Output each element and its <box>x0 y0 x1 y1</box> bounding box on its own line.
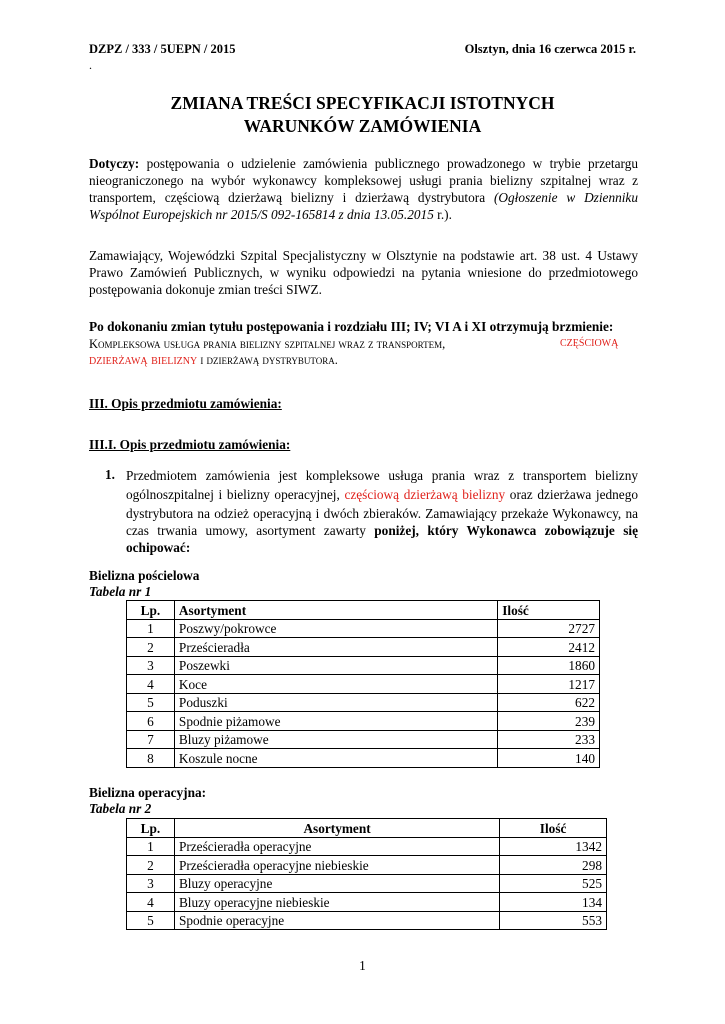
cell-ilosc: 525 <box>500 874 607 893</box>
page-title-line2: WARUNKÓW ZAMÓWIENIA <box>243 116 482 136</box>
cell-ilosc: 2412 <box>498 638 600 657</box>
header-dot: . <box>89 58 92 72</box>
dotyczy-text4b: r.). <box>433 207 452 222</box>
cell-asortyment: Bluzy operacyjne niebieskie <box>174 893 499 912</box>
cell-asortyment: Poszwy/pokrowce <box>174 619 497 638</box>
cell-ilosc: 2727 <box>498 619 600 638</box>
table-row <box>127 638 600 657</box>
item-line3: dystrybutora na odzież operacyjną i dwóch zbieraków. Zamawiający przekaże Wykonawcy, na <box>126 506 638 521</box>
dotyczy-text3b: (Ogłoszenie w Dzienniku <box>493 190 638 205</box>
document-reference: DZPZ / 333 / 5UEPN / 2015 <box>89 42 236 56</box>
dotyczy-text1: postępowania o udzielenie zamówienia publicznego prowadzonego w trybie przetargu <box>146 156 638 171</box>
list-item-number: 1. <box>105 467 115 482</box>
cell-asortyment: Koszule nocne <box>174 749 497 768</box>
dotyczy-text3a: transportem, częściową dzierżawą bielizny i dzierżawą dystrybutora <box>89 190 494 205</box>
subsection-heading: III.I. Opis przedmiotu zamówienia: <box>89 437 291 452</box>
change-line2 <box>89 352 338 369</box>
table-row <box>127 619 600 638</box>
cell-asortyment: Prześcieradła operacyjne <box>174 837 499 856</box>
intro-line1: Zamawiający, Wojewódzki Szpital Specjalistyczny w Olsztynie na podstawie art. 38 ust. 4 Ustawy <box>89 248 638 263</box>
table1-header-row <box>127 601 600 620</box>
cell-asortyment: Bluzy operacyjne <box>174 874 499 893</box>
table-row <box>127 656 600 675</box>
page-number: 1 <box>359 958 366 973</box>
item-text4b: poniżej, który Wykonawca zobowiązuje się <box>374 523 638 538</box>
table1-header-asortyment: Asortyment <box>174 601 497 620</box>
table2-header-asortyment: Asortyment <box>174 819 499 838</box>
cell-lp: 1 <box>127 837 175 856</box>
table2-header-row <box>127 819 607 838</box>
item-text2c: oraz dzierżawa jednego <box>505 487 638 502</box>
cell-asortyment: Prześcieradła operacyjne niebieskie <box>174 856 499 875</box>
cell-ilosc: 1342 <box>500 837 607 856</box>
change-text2a: dzierżawą bielizny <box>89 353 198 368</box>
table2-header-lp: Lp. <box>127 819 175 838</box>
table1-header-ilosc: Ilość <box>498 601 600 620</box>
item-line4 <box>126 522 638 539</box>
cell-lp: 5 <box>127 911 175 930</box>
section-heading: III. Opis przedmiotu zamówienia: <box>89 396 282 411</box>
table-row <box>127 749 600 768</box>
cell-ilosc: 298 <box>500 856 607 875</box>
cell-asortyment: Prześcieradła <box>174 638 497 657</box>
cell-ilosc: 233 <box>498 730 600 749</box>
table2-caption: Tabela nr 2 <box>89 801 152 816</box>
document-date: Olsztyn, dnia 16 czerwca 2015 r. <box>464 42 636 56</box>
dotyczy-line2: nieograniczonego na wybór wykonawcy kompleksowej usługi prania bielizny szpitalnej wraz z <box>89 173 638 188</box>
cell-asortyment: Spodnie operacyjne <box>174 911 499 930</box>
cell-lp: 2 <box>127 638 175 657</box>
cell-ilosc: 239 <box>498 712 600 731</box>
cell-lp: 6 <box>127 712 175 731</box>
change-heading: Po dokonaniu zmian tytułu postępowania i rozdziału III; IV; VI A i XI otrzymują brzmienie: <box>89 319 614 334</box>
cell-asortyment: Bluzy piżamowe <box>174 730 497 749</box>
table2-section-title: Bielizna operacyjna: <box>89 785 207 800</box>
table-row <box>127 893 607 912</box>
item-line2 <box>126 486 638 503</box>
table-row <box>127 675 600 694</box>
cell-asortyment: Poduszki <box>174 693 497 712</box>
intro-line2: Prawo Zamówień Publicznych, w wyniku odpowiedzi na pytania wniesione do przedmiotowego <box>89 265 638 280</box>
table2 <box>126 818 607 930</box>
change-line1 <box>89 336 445 353</box>
table-row <box>127 856 607 875</box>
table-row <box>127 874 607 893</box>
table-row <box>127 911 607 930</box>
cell-lp: 8 <box>127 749 175 768</box>
table-row <box>127 712 600 731</box>
change-text2b: i dzierżawą dystrybutora. <box>197 353 338 367</box>
table1 <box>126 600 600 768</box>
table-row <box>127 837 607 856</box>
item-text2b: częściową dzierżawą bielizny <box>344 487 506 502</box>
cell-asortyment: Spodnie piżamowe <box>174 712 497 731</box>
cell-lp: 2 <box>127 856 175 875</box>
item-text2a: ogólnoszpitalnej i bielizny operacyjnej, <box>126 487 345 502</box>
cell-lp: 1 <box>127 619 175 638</box>
cell-asortyment: Koce <box>174 675 497 694</box>
table2-header-ilosc: Ilość <box>500 819 607 838</box>
cell-ilosc: 622 <box>498 693 600 712</box>
cell-lp: 3 <box>127 656 175 675</box>
cell-ilosc: 140 <box>498 749 600 768</box>
table-row <box>127 693 600 712</box>
cell-ilosc: 553 <box>500 911 607 930</box>
dotyczy-line3 <box>89 189 638 206</box>
cell-lp: 4 <box>127 893 175 912</box>
cell-ilosc: 1217 <box>498 675 600 694</box>
item-text4a: czas trwania umowy, asortyment zawarty <box>126 523 375 538</box>
cell-lp: 4 <box>127 675 175 694</box>
change-text1b: częściową <box>560 335 619 350</box>
dotyczy-line4 <box>89 206 452 223</box>
dotyczy-text4a: Wspólnot Europejskich nr 2015/S 092-165814 z dnia 13.05.2015 <box>89 207 434 222</box>
cell-lp: 3 <box>127 874 175 893</box>
dotyczy-label: Dotyczy: <box>89 156 140 171</box>
cell-lp: 5 <box>127 693 175 712</box>
table1-section-title: Bielizna pościelowa <box>89 568 200 583</box>
item-line1: Przedmiotem zamówienia jest kompleksowe usługa prania wraz z transportem bielizny <box>126 468 638 483</box>
page-title-line1: ZMIANA TREŚCI SPECYFIKACJI ISTOTNYCH <box>170 93 555 113</box>
cell-lp: 7 <box>127 730 175 749</box>
dotyczy-line1 <box>89 155 638 172</box>
table-row <box>127 730 600 749</box>
cell-asortyment: Poszewki <box>174 656 497 675</box>
table1-header-lp: Lp. <box>127 601 175 620</box>
item-line5: ochipować: <box>126 540 191 555</box>
cell-ilosc: 1860 <box>498 656 600 675</box>
table1-caption: Tabela nr 1 <box>89 584 152 599</box>
cell-ilosc: 134 <box>500 893 607 912</box>
change-text1a: Kompleksowa usługa prania bielizny szpitalnej wraz z transportem, <box>89 337 446 351</box>
intro-line3: postępowania dokonuje zmian treści SIWZ. <box>89 282 323 297</box>
